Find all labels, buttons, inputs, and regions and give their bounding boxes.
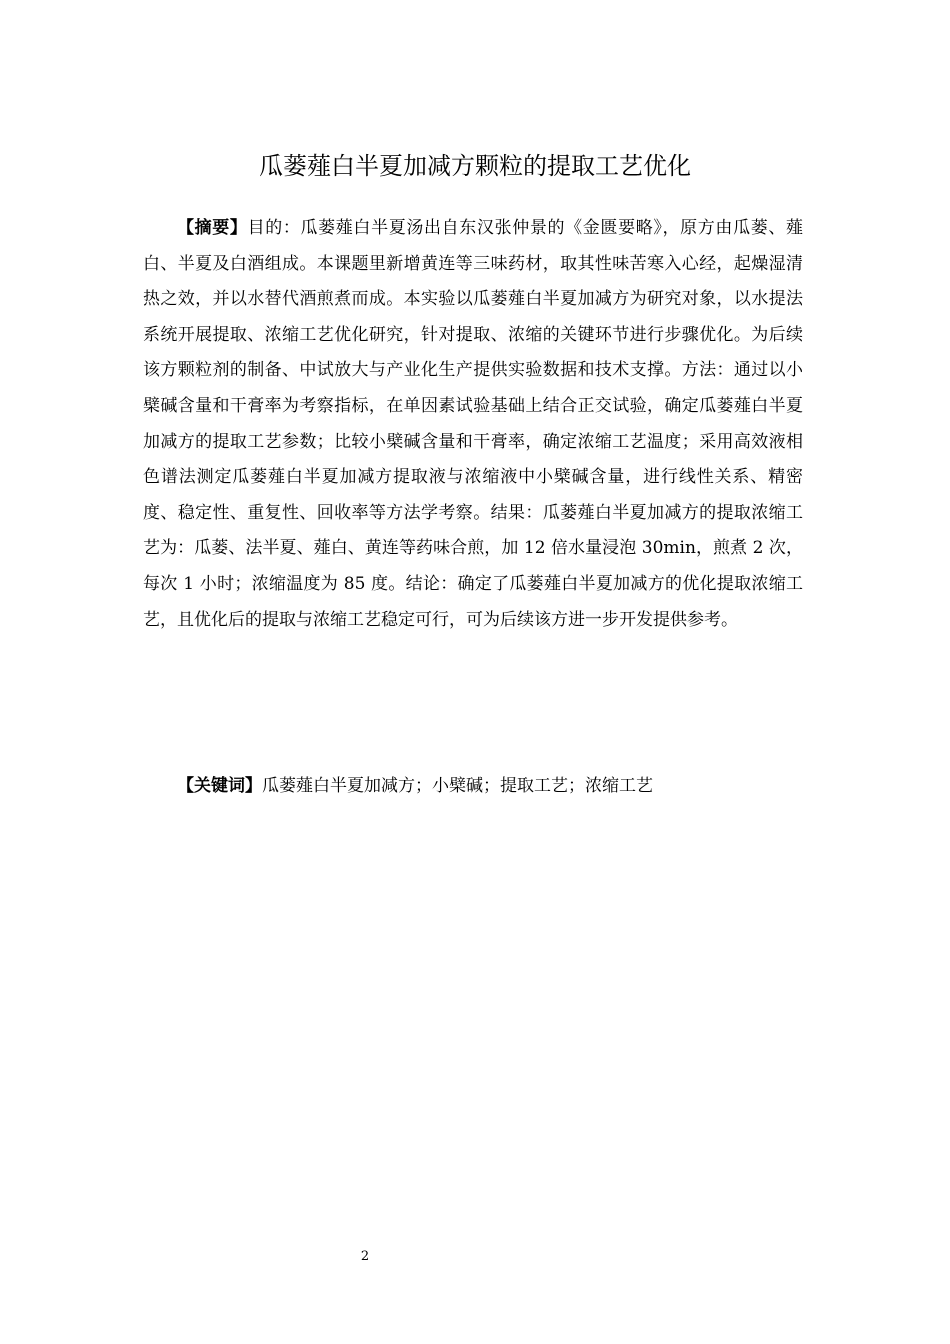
- abstract-paragraph: [143, 211, 803, 638]
- document-title: 瓜蒌薤白半夏加减方颗粒的提取工艺优化: [259, 152, 691, 180]
- keywords-label: 【关键词】: [177, 776, 262, 796]
- keywords-text: 瓜蒌薤白半夏加减方；小檗碱；提取工艺；浓缩工艺: [262, 776, 653, 796]
- abstract-text: 目的：瓜蒌薤白半夏汤出自东汉张仲景的《金匮要略》，原方由瓜蒌、薤白、半夏及白酒组成。本课题里新增黄连等三味药材，取其性味苦寒入心经，起燥湿清热之效，并以水替代酒煎煮而成。本实验以瓜蒌薤白半夏加减方为研究对象，以水提法系统开展提取、浓缩工艺优化研究，针对提取、浓缩的关键环节进行步骤优化。为后续该方颗粒剂的制备、中试放大与产业化生产提供实验数据和技术支撑。方法：通过以小檗碱含量和干膏率为考察指标，在单因素试验基础上结合正交试验，确定瓜蒌薤白半夏加减方的提取工艺参数；比较小檗碱含量和干膏率，确定浓缩工艺温度；采用高效液相色谱法测定瓜蒌薤白半夏加减方提取液与浓缩液中小檗碱含量，进行线性关系、精密度、稳定性、重复性、回收率等方法学考察。结果：瓜蒌薤白半夏加减方的提取浓缩工艺为：瓜蒌、法半夏、薤白、黄连等药味合煎，加 12 倍水量浸泡 30min，煎煮 2 次，每次 1 小时；浓缩温度为 85 度。结论：确定了瓜蒌薤白半夏加减方的优化提取浓缩工艺，且优化后的提取与浓缩工艺稳定可行，可为后续该方进一步开发提供参考。: [143, 218, 804, 630]
- abstract-label: 【摘要】: [177, 218, 248, 238]
- page-number: 2: [360, 1249, 370, 1264]
- keywords-paragraph: [177, 769, 803, 803]
